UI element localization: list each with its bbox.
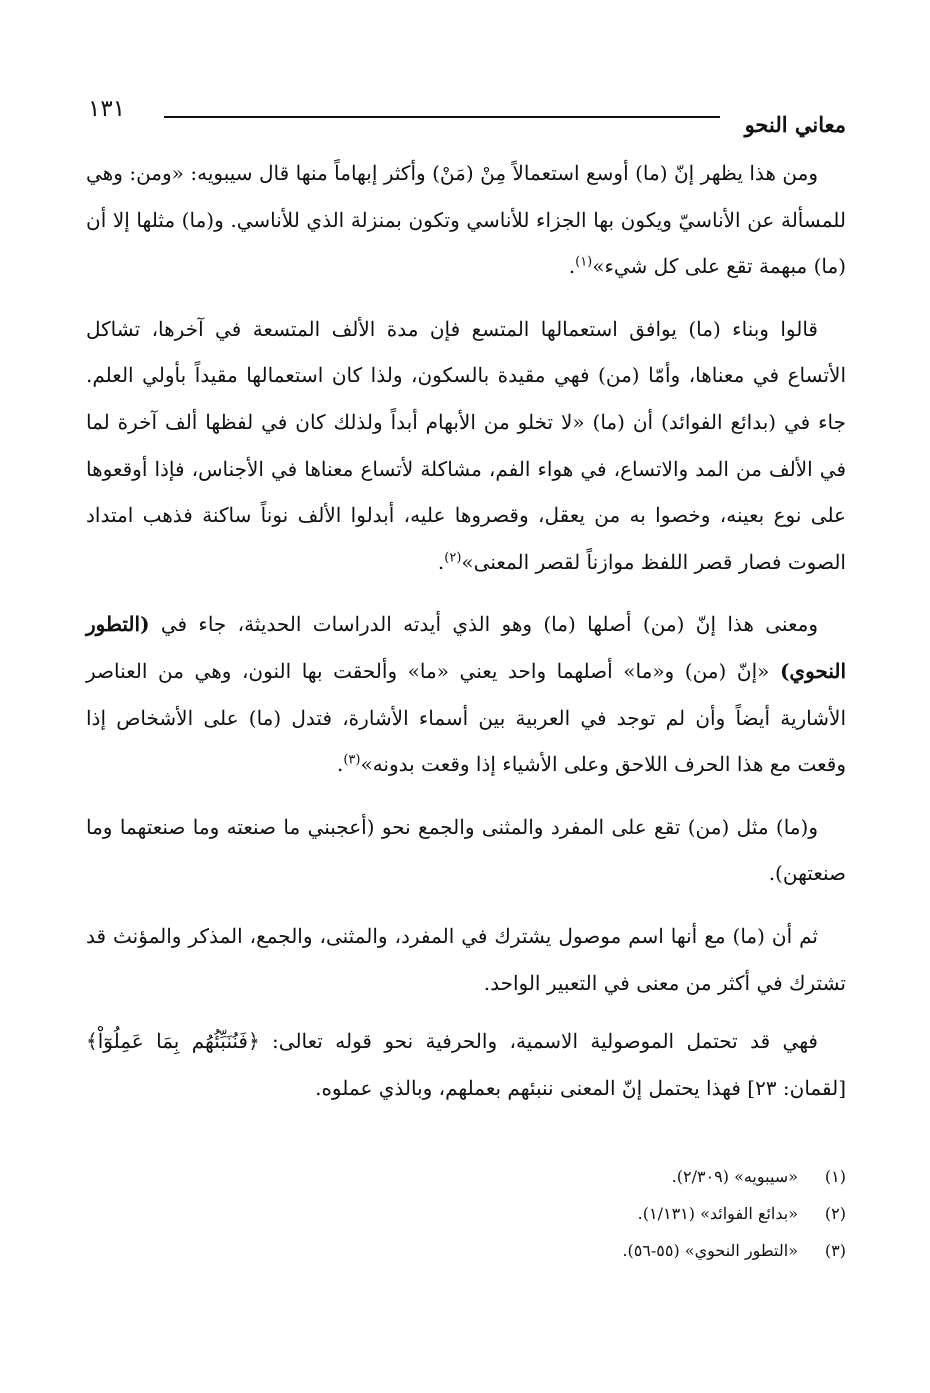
paragraph-2 bbox=[86, 306, 846, 586]
footnotes bbox=[286, 1158, 846, 1269]
footnote-ref-3: (٣) bbox=[343, 752, 361, 768]
paragraph-text: فهي قد تحتمل الموصولية الاسمية، والحرفية نحو قوله تعالى: ﴿فَنُنَبِّئُهُم بِمَا عَمِلُوٓاْ﴾ [لقمان: ٢٣] فهذا يحتمل إنّ المعنى ننبئهم بعملهم، وبالذي عملوه. bbox=[86, 1029, 846, 1100]
page-number: ١٣١ bbox=[88, 96, 126, 122]
paragraph-text: ومن هذا يظهر إنّ (ما) أوسع استعمالاً مِنْ (مَنْ) وأكثر إبهاماً منها قال سيبويه: «ومن: وهي للمسألة عن الأناسيّ ويكون بها الجزاء للأناسي وتكون بمنزلة الذي للأناسي. و(ما) مثلها إلا أن (ما) مبهمة تقع على كل شيء» bbox=[86, 161, 846, 279]
footnote-text: «التطور النحوي» (٥٥-٥٦). bbox=[622, 1241, 798, 1260]
footnote-1 bbox=[286, 1158, 846, 1195]
footnote-number: (٢) bbox=[824, 1204, 846, 1223]
footnote-text: «سيبويه» (٢/٣٠٩). bbox=[671, 1167, 798, 1186]
main-text bbox=[86, 150, 846, 1127]
paragraph-3 bbox=[86, 601, 846, 787]
header-rule bbox=[164, 116, 720, 118]
footnote-3 bbox=[286, 1232, 846, 1269]
paragraph-1 bbox=[86, 150, 846, 290]
paragraph-text: «إنّ (من) و«ما» أصلهما واحد يعني «ما» وألحقت بها النون، وهي من العناصر الأشارية أيضاً وأن لم توجد في العربية بين أسماء الأشارة، فتدل (ما) على الأشخاص إذا وقعت مع هذا الحرف اللاحق وعلى الأشياء إذا وقعت بدونه» bbox=[86, 658, 846, 777]
footnote-2 bbox=[286, 1195, 846, 1232]
book-title: معاني النحو bbox=[744, 112, 846, 137]
paragraph-4 bbox=[86, 804, 846, 897]
footnote-text: «بدائع الفوائد» (١/١٣١). bbox=[637, 1204, 798, 1223]
running-head bbox=[86, 96, 846, 142]
bold-book-title: (التطور النحوي) bbox=[86, 612, 846, 683]
footnote-number: (١) bbox=[824, 1167, 846, 1186]
paragraph-5 bbox=[86, 913, 846, 1006]
paragraph-tail: . bbox=[336, 752, 344, 777]
footnote-number: (٣) bbox=[824, 1241, 846, 1260]
paragraph-text: و(ما) مثل (من) تقع على المفرد والمثنى والجمع نحو (أعجبني ما صنعته وما صنعتهما وما صنعتهن). bbox=[86, 814, 846, 886]
paragraph-text: قالوا وبناء (ما) يوافق استعمالها المتسع فإن مدة الألف المتسعة في آخرها، تشاكل الأتساع في معناها، وأمّا (من) فهي مقيدة بالسكون، ولذا كان استعمالها مقيداً بأولي العلم. جاء في (بدائع الفوائد) أن (ما) «لا تخلو من الأبهام أبداً ولذلك كان في لفظها ألف آخرة لما في الألف من المد والاتساع، في هواء الفم، مشاكلة لأتساع معناها في الأجناس، فإذا أوقعوها على نوع بعينه، وخصوا به من يعقل، وقصروها عليه، أبدلوا الألف نوناً ساكنة فذهب امتداد الصوت فصار قصر اللفظ موازناً لقصر المعنى» bbox=[86, 316, 846, 574]
paragraph-text: ثم أن (ما) مع أنها اسم موصول يشترك في المفرد، والمثنى، والجمع، المذكر والمؤنث قد تشترك في أكثر من معنى في التعبير الواحد. bbox=[86, 923, 846, 995]
paragraph-tail: . bbox=[437, 549, 445, 574]
paragraph-tail: . bbox=[568, 254, 576, 279]
paragraph-text: ومعنى هذا إنّ (من) أصلها (ما) وهو الذي أيدته الدراسات الحديثة، جاء في bbox=[149, 612, 818, 637]
footnote-ref-2: (٢) bbox=[444, 550, 462, 566]
footnote-ref-1: (١) bbox=[575, 254, 593, 270]
paragraph-6 bbox=[86, 1018, 846, 1111]
